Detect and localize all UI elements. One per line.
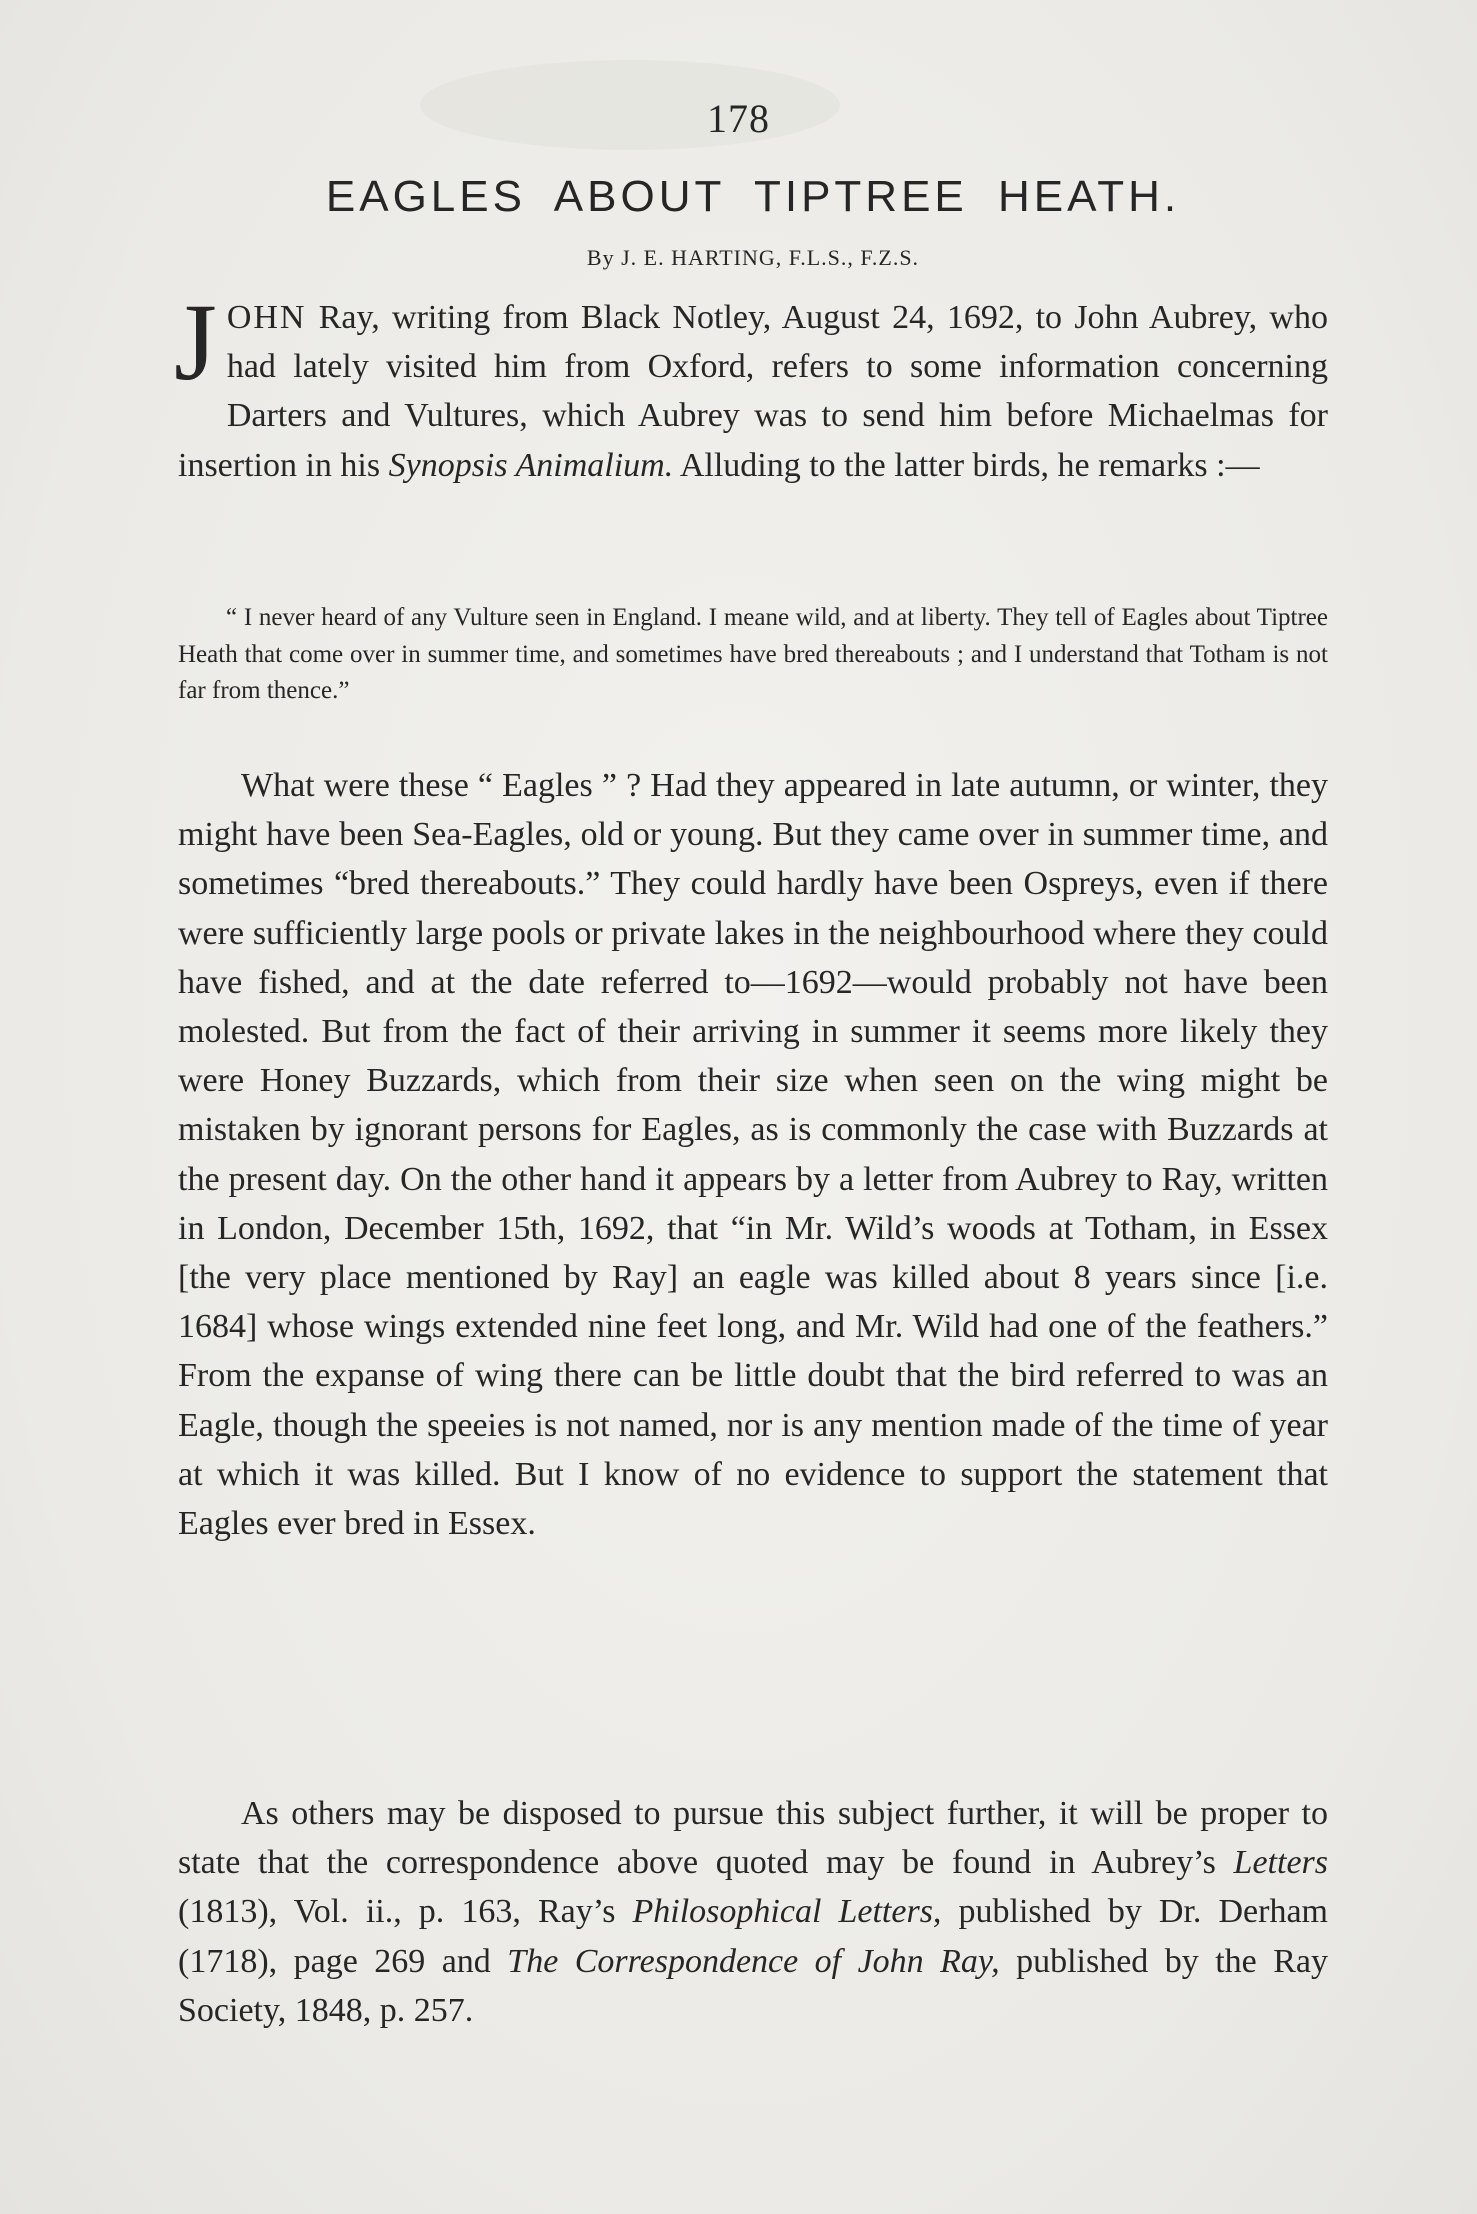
- page-number: 178: [707, 96, 770, 141]
- article-title: EAGLES ABOUT TIPTREE HEATH.: [325, 172, 1181, 221]
- article-byline: By J. E. HARTING, F.L.S., F.Z.S.: [586, 245, 920, 270]
- block-quote: [178, 600, 1328, 710]
- paragraph-2-text: What were these “ Eagles ” ? Had they appeared in late autumn, or winter, they might have been Sea-Eagles, old or young. But they came over in summer time, and sometimes “bred thereabouts.” They could hardly have been Ospreys, even if there were sufficiently large pools or private lakes in the neighbourhood where they could have fished, and at the date referred to—1692—would probably not have been molested. But from the fact of their arriving in summer it seems more likely they were Honey Buzzards, which from their size when seen on the wing might be mistaken by ignorant persons for Eagles, as is commonly the case with Buzzards at the present day. On the other hand it appears by a letter from Aubrey to Ray, written in London, December 15th, 1692, that “in Mr. Wild’s woods at Totham, in Essex [the very place mentioned by Ray] an eagle was killed about 8 years since [i.e. 1684] whose wings extended nine feet long, and Mr. Wild had one of the feathers.” From the expanse of wing there can be little doubt that the bird referred to was an Eagle, though the speeies is not named, nor is any mention made of the time of year at which it was killed. But I know of no evidence to support the statement that Eagles ever bred in Essex.: [178, 767, 1328, 1543]
- paragraph-3-text-2: (1813), Vol. ii., p. 163, Ray’s: [178, 1893, 633, 1931]
- paragraph-1-text-end: Alluding to the latter birds, he remarks :—: [673, 446, 1260, 484]
- lead-caps: OHN: [226, 299, 307, 336]
- quote-text: “ I never heard of any Vulture seen in England. I meane wild, and at liberty. They tell of Eagles about Tiptree Heath that come over in summer time, and sometimes have bred thereabouts ; and I understand that Totham is not far from thence.”: [178, 604, 1328, 704]
- paragraph-3: [178, 1789, 1328, 2035]
- book-title-correspondence: The Correspondence of John Ray,: [507, 1942, 1000, 1980]
- paragraph-1: [174, 281, 1328, 490]
- book-title-letters: Letters: [1233, 1844, 1328, 1882]
- book-title-philosophical-letters: Philosophical Letters,: [632, 1893, 942, 1931]
- paragraph-2: [178, 761, 1328, 1548]
- paragraph-3-text-4: published by the Ray Society, 1848, p. 257.: [178, 1942, 1328, 2029]
- paragraph-3-text-3: published by Dr. Derham (1718), page 269 and: [178, 1893, 1329, 1980]
- paragraph-1-text: Ray, writing from Black Notley, August 24, 1692, to John Aubrey, who had lately visited him from Oxford, refers to some information concerning Darters and Vultures, which Aubrey was to send him before Michaelmas for insertion in his: [178, 299, 1328, 484]
- drop-cap: J: [174, 281, 217, 403]
- book-title-synopsis: Synopsis Animalium.: [388, 446, 674, 484]
- paragraph-3-text-1: As others may be disposed to pursue this subject further, it will be proper to state that the correspondence above quoted may be found in Aubrey’s: [178, 1795, 1328, 1882]
